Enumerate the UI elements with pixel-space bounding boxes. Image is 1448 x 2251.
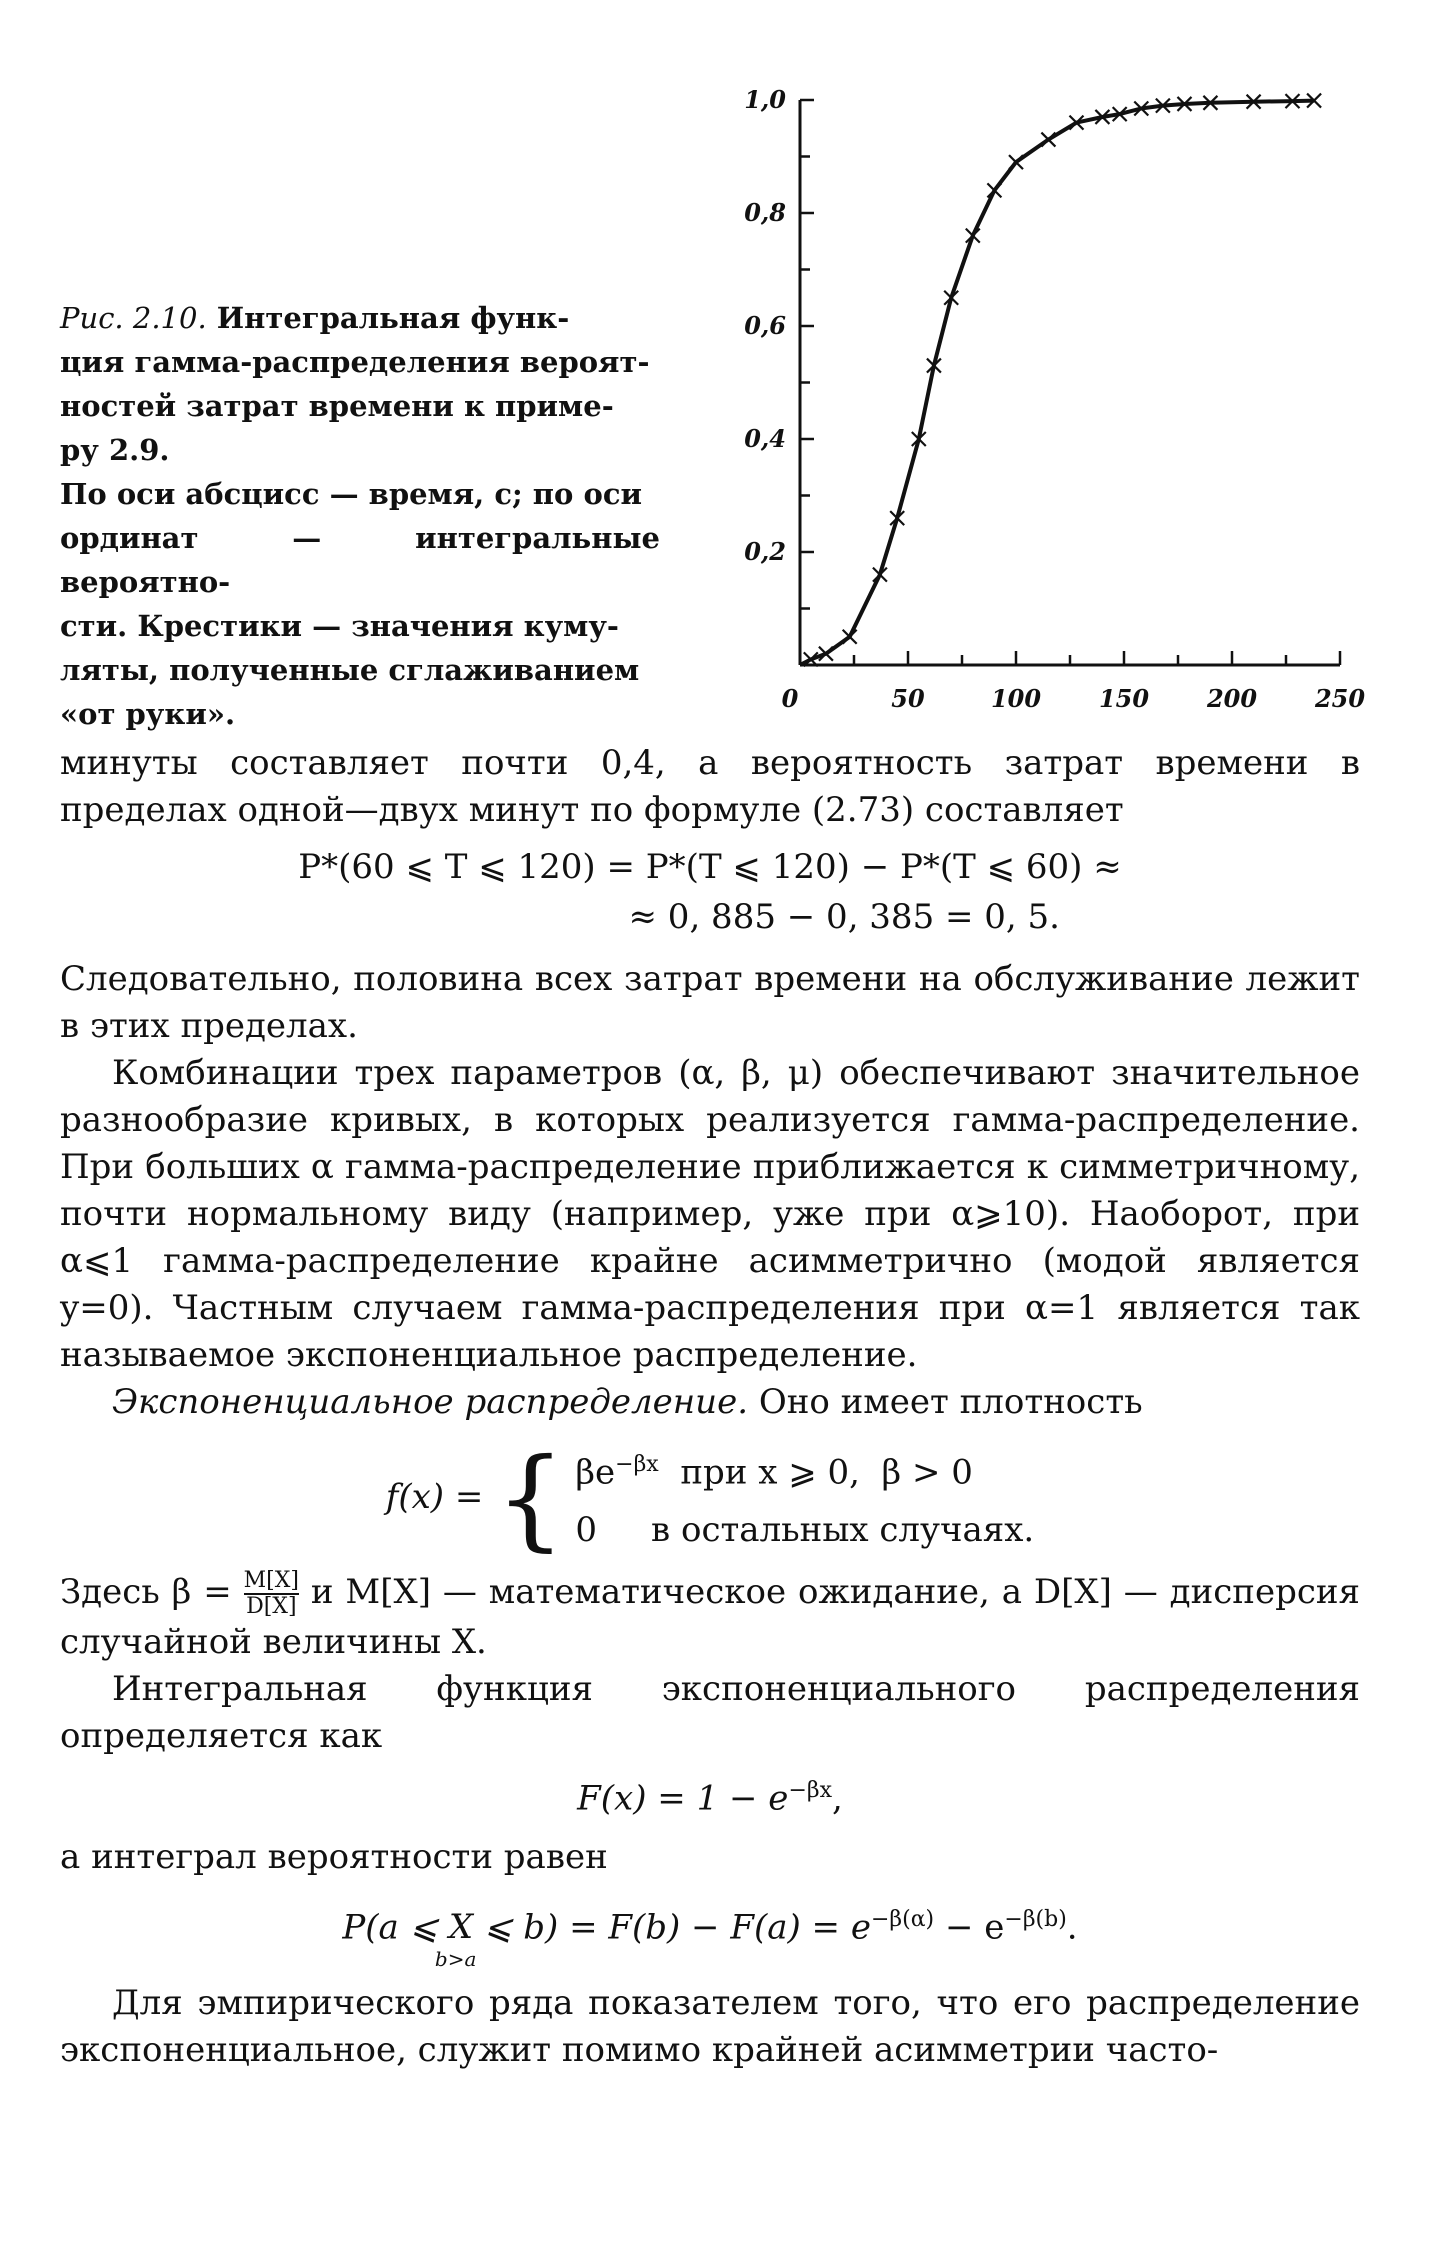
- formula-exponent: −β(α): [870, 1906, 935, 1932]
- caption-line: ностей затрат времени к приме-: [60, 389, 614, 423]
- paragraph: а интеграл вероятности равен: [60, 1836, 608, 1877]
- formula-var-with-sub: [434, 1902, 477, 1971]
- formula-part: βe: [575, 1452, 616, 1493]
- italic-heading: Экспоненциальное распределение.: [112, 1382, 749, 1422]
- caption-line: По оси абсцисс — время, с; по оси: [60, 477, 642, 511]
- paragraph: Интегральная функция экспоненциального распределения определяется как: [60, 1669, 1360, 1757]
- formula-cases: [575, 1436, 1034, 1559]
- formula-lhs: f(x) =: [385, 1477, 484, 1518]
- paragraph: [60, 1379, 1360, 1426]
- y-tick-label: 0,8: [744, 198, 786, 227]
- paragraph: [60, 1569, 1360, 1666]
- data-point-marker: [1009, 155, 1023, 169]
- formula-var: X: [448, 1906, 474, 1947]
- x-tick-label: 0: [781, 684, 799, 713]
- formula-subscript: b>a: [434, 1946, 477, 1971]
- formula-part: .: [1066, 1906, 1078, 1947]
- formula-exponent: −β(b): [1004, 1906, 1067, 1932]
- fraction: [244, 1569, 299, 1619]
- formula-part: при x ⩾ 0, β > 0: [658, 1452, 973, 1493]
- caption-line: «от руки».: [60, 697, 236, 731]
- formula-part: P(a ⩽: [342, 1906, 449, 1947]
- y-tick-label: 1,0: [744, 85, 786, 114]
- formula-part: F(x) = 1 − e: [577, 1778, 789, 1819]
- caption-line: ру 2.9.: [60, 433, 170, 467]
- chart-tick-labels: [744, 85, 1365, 713]
- data-point-marker: [1041, 133, 1055, 147]
- paragraph: Следовательно, половина всех затрат времени на обслуживание лежит в этих пределах.: [60, 959, 1360, 1046]
- x-tick-label: 50: [891, 684, 925, 713]
- figure-caption: [60, 296, 660, 736]
- data-point-marker: [987, 183, 1001, 197]
- formula-part: ⩽ b) = F(b) − F(a) = e: [473, 1906, 871, 1947]
- chart-axes: [800, 100, 1340, 665]
- formula-part: − e: [934, 1906, 1005, 1947]
- paragraph: Для эмпирического ряда показателем того, что его распределение экспоненциальное, служит помимо крайней асимметрии часто-: [60, 1982, 1360, 2070]
- caption-line: ординат — интегральные вероятно-: [60, 521, 660, 599]
- series-line: [800, 101, 1314, 665]
- y-tick-label: 0,4: [744, 424, 786, 453]
- y-tick-label: 0,6: [744, 311, 786, 340]
- fraction-denominator: D[X]: [246, 1594, 297, 1620]
- formula-case-row: [575, 1436, 1034, 1501]
- formula-line: ≈ 0, 885 − 0, 385 = 0, 5.: [628, 897, 1060, 937]
- caption-line: сти. Крестики — значения куму-: [60, 609, 619, 643]
- density-formula: [60, 1433, 1360, 1562]
- formula-exponent: −βx: [788, 1778, 832, 1804]
- y-tick-label: 0,2: [744, 537, 786, 566]
- x-tick-label: 250: [1314, 684, 1366, 713]
- paragraph-text: Оно имеет плотность: [748, 1382, 1143, 1422]
- caption-label: Рис. 2.10.: [60, 301, 207, 335]
- formula-case-row: 0 в остальных случаях.: [575, 1510, 1035, 1551]
- brace-symbol: {: [495, 1433, 566, 1562]
- caption-line: ция гамма-распределения вероят-: [60, 345, 650, 379]
- caption-line: Интегральная функ-: [216, 301, 570, 335]
- formula-part: ,: [832, 1778, 843, 1819]
- x-tick-label: 150: [1098, 684, 1150, 713]
- formula-line: [60, 1766, 1360, 1823]
- data-point-marker: [843, 630, 857, 644]
- formula-line: P*(60 ⩽ T ⩽ 120) = P*(T ⩽ 120) − P*(T ⩽ 60) ≈: [298, 847, 1122, 887]
- paragraph: Комбинации трех параметров (α, β, μ) обеспечивают значительное разнообразие кривых, в которых реализуется гамма-распределение. При больших α гамма-распределение приближается к симметричному, почти нормальному виду (например, уже при α⩾10). Наоборот, при α⩽1 гамма-распределение крайне асимметрично (модой является y=0). Частным случаем гамма-распределения при α=1 является так называемое экспоненциальное распределение.: [60, 1053, 1360, 1375]
- cdf-chart: [700, 70, 1400, 730]
- body-text: [60, 740, 1360, 2074]
- x-tick-label: 100: [990, 684, 1042, 713]
- paragraph: минуты составляет почти 0,4, а вероятность затрат времени в пределах одной—двух минут по формуле (2.73) составляет: [60, 743, 1360, 830]
- paragraph-text: и M[X] — математическое ожидание, а D[X] — дисперсия случайной величины X.: [60, 1572, 1361, 1663]
- formula-exponent: −βx: [615, 1452, 659, 1477]
- caption-line: ляты, полученные сглаживанием: [60, 653, 640, 687]
- formula-line: [60, 1895, 1360, 1971]
- series-markers: [804, 94, 1321, 667]
- fraction-numerator: M[X]: [243, 1568, 299, 1594]
- paragraph-text: Здесь β =: [60, 1572, 244, 1613]
- figure: [0, 0, 1448, 730]
- x-tick-label: 200: [1206, 684, 1258, 713]
